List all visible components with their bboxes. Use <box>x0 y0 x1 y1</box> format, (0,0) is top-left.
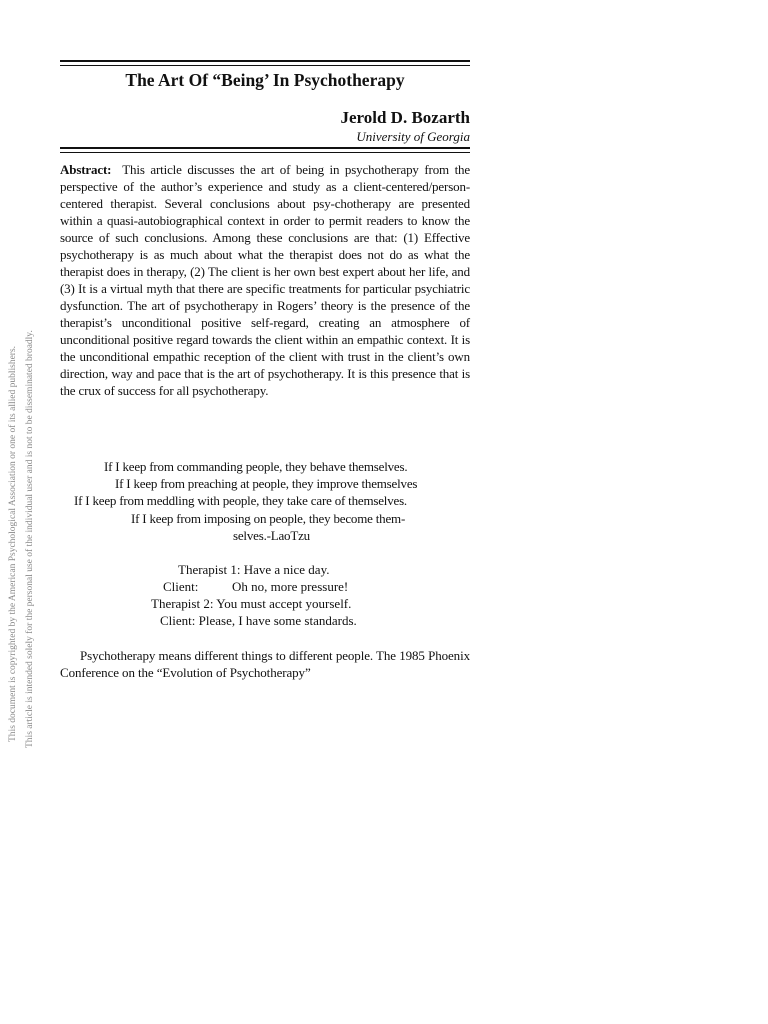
dialogue-role: Client: <box>163 579 199 594</box>
epigraph-line: If I keep from commanding people, they behave themselves. <box>104 459 408 474</box>
epigraph-line: If I keep from meddling with people, they take care of themselves. <box>74 493 407 508</box>
epigraph-line: If I keep from imposing on people, they become them- <box>131 511 406 526</box>
article-title: The Art Of “Being’ In Psychotherapy <box>125 70 405 90</box>
body-paragraph: Psychotherapy means different things to different people. The 1985 Phoenix Conference on the “Evolution of Psychotherapy” <box>60 648 470 680</box>
epigraph-line: If I keep from preaching at people, they improve themselves <box>115 476 418 491</box>
usage-watermark: This article is intended solely for the personal use of the individual user and is not to be disseminated broadly. <box>25 330 35 748</box>
abstract-text: This article discusses the art of being in psychotherapy from the perspective of the author’s experience and study as a client-centered/person-centered therapist. Several conclusions about psy-chotherapy are presented within a quasi-autobiographical context in order to permit readers to know the source of such conclusions. Among these conclusions are that: (1) Effective psychotherapy is as much about what the therapist does not do as what the therapist does in therapy, (2) The client is her own best expert about her life, and (3) It is a virtual myth that there are specific treatments for particular psychiatric dysfunction. The art of psychotherapy in Rogers’ theory is the presence of the therapist’s unconditional positive self-regard, creating an atmosphere of unconditional positive regard towards the client within an empathic context. It is the unconditional empathic reception of the client with trust in the client’s own direction, way and pace that is the art of psychotherapy. It is this presence that is the crux of success for all psychotherapy. <box>60 162 471 398</box>
dialogue-line: Client: Please, I have some standards. <box>160 613 357 628</box>
header-rule-thin <box>60 65 470 66</box>
dialogue-line: Therapist 2: You must accept yourself. <box>151 596 352 611</box>
epigraph-line: selves.-LaoTzu <box>233 528 310 543</box>
abstract-rule-thick <box>60 147 470 149</box>
dialogue-line: Oh no, more pressure! <box>232 579 349 594</box>
abstract <box>60 161 470 399</box>
header-rule-thick <box>60 60 470 62</box>
author-affiliation: University of Georgia <box>356 129 470 144</box>
dialogue-line: Therapist 1: Have a nice day. <box>178 562 330 577</box>
abstract-label: Abstract: <box>60 162 112 177</box>
copyright-watermark: This document is copyrighted by the American Psychological Association or one of its allied publishers. <box>8 345 18 742</box>
abstract-rule-thin <box>60 152 470 153</box>
author-name: Jerold D. Bozarth <box>340 108 470 127</box>
